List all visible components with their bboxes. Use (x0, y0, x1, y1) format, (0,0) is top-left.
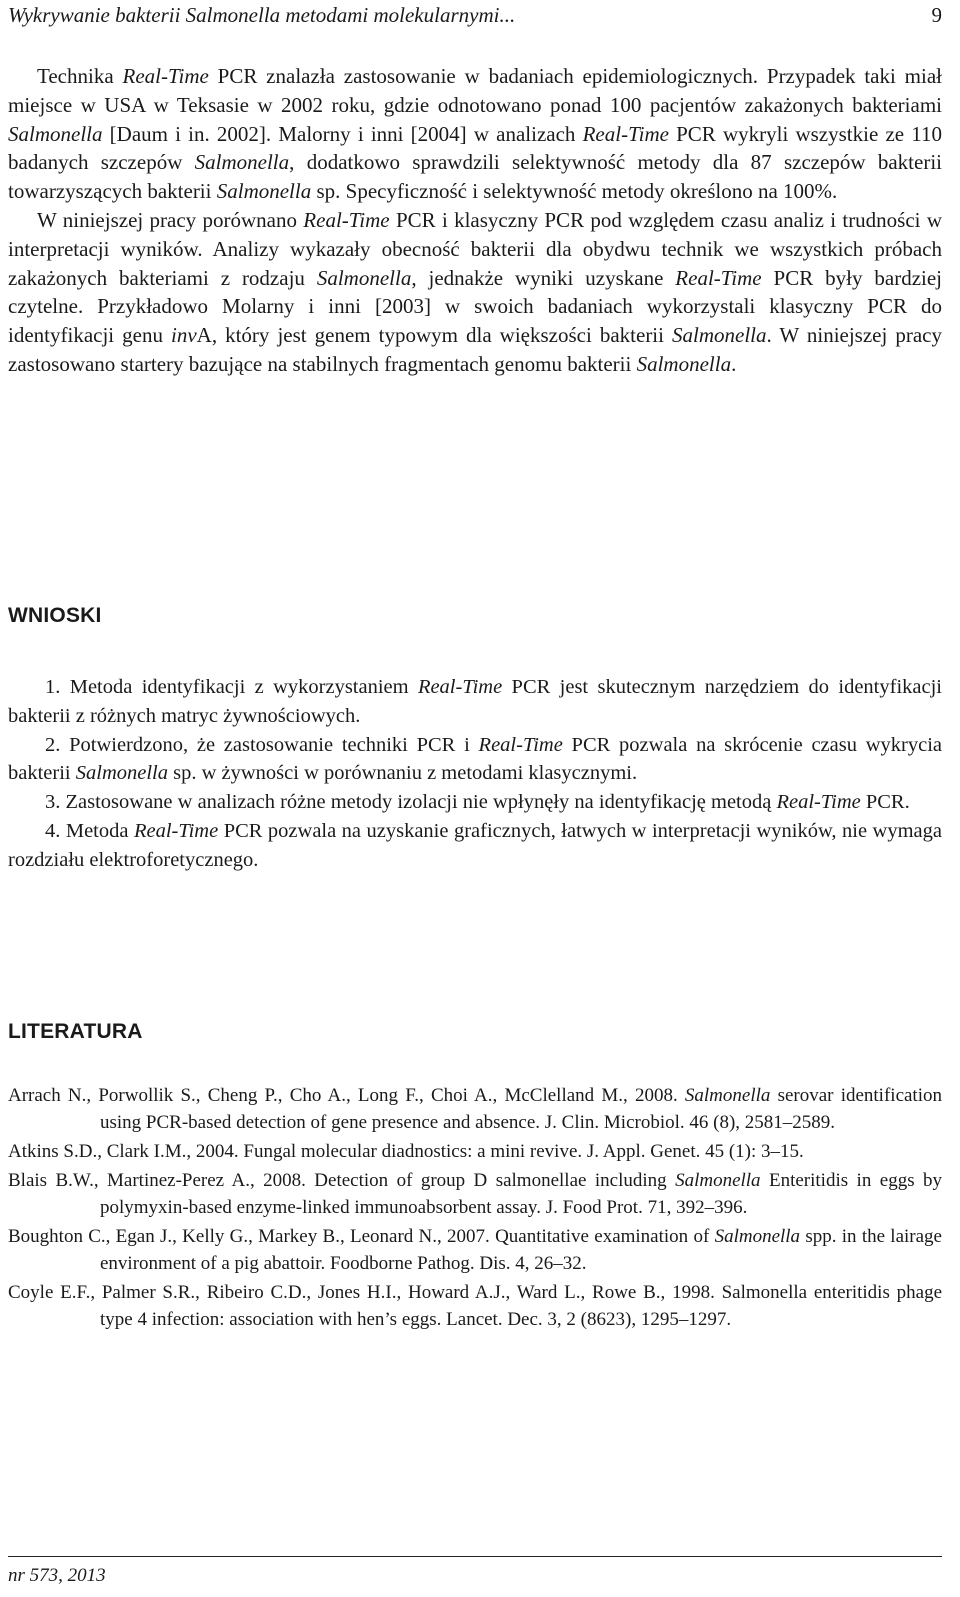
italic-term: Salmonella (8, 121, 103, 146)
text-run: sp. Specyficzność i selektywność metody określono na 100%. (311, 179, 838, 204)
italic-term: Salmonella (636, 351, 732, 376)
text-run: PCR jest skutecznym narzędziem do identyfikacji bakterii z różnych matryc żywnościowych. (8, 676, 942, 727)
text-run: PCR pozwala na skrócenie czasu wykrycia bakterii (8, 733, 943, 785)
text-run: . (731, 351, 737, 376)
references-heading: LITERATURA (8, 1020, 143, 1043)
italic-term: Real-Time (303, 207, 390, 232)
text-run: PCR wykryli wszystkie ze 110 badanych szczepów (8, 121, 942, 175)
italic-term: Salmonella (194, 150, 290, 175)
text-run: 3. Zastosowane w analizach różne metody izolacji nie wpłynęły na identyfikację metodą (45, 791, 777, 814)
text-run: Boughton C., Egan J., Kelly G., Markey B., Leonard N., 2007. Quantitative examination of (8, 1226, 715, 1247)
text-run: 4. Metoda (45, 819, 134, 842)
text-run: Coyle E.F., Palmer S.R., Ribeiro C.D., Jones H.I., Howard A.J., Ward L., Rowe B., 1998. Salmonella enteritidis phage type 4 infection: association with hen’s eggs. Lancet. Dec. 3, 2 (8623), 1295–1297. (8, 1282, 942, 1330)
italic-term: Salmonella (316, 265, 412, 290)
text-run: Technika (37, 64, 123, 88)
text-run: PCR. (860, 791, 910, 814)
body-text (8, 62, 942, 379)
italic-term: Real-Time (122, 64, 209, 88)
text-run: Atkins S.D., Clark I.M., 2004. Fungal molecular diadnostics: a mini revive. J. Appl. Genet. 45 (1): 3–15. (8, 1141, 804, 1162)
references-list (8, 1082, 942, 1335)
reference-item (8, 1138, 942, 1165)
text-run: PCR były bardziej czytelne. Przykładowo Molarny i inni [2003] w swoich badaniach wykorzystali klasyczny PCR do identyfikacji genu (8, 265, 942, 348)
page-number: 9 (931, 3, 942, 27)
paragraph-1 (8, 62, 942, 206)
text-run: Arrach N., Porwollik S., Cheng P., Cho A., Long F., Choi A., McClelland M., 2008. (8, 1085, 685, 1106)
italic-term: Real-Time (133, 819, 219, 842)
text-run: 1. Metoda identyfikacji z wykorzystaniem (45, 676, 418, 698)
running-header (8, 0, 942, 30)
italic-term: Salmonella (75, 762, 168, 785)
italic-term: Real-Time (478, 733, 563, 756)
conclusion-item (8, 731, 942, 789)
reference-item (8, 1167, 942, 1221)
italic-term: Real-Time (417, 676, 503, 698)
italic-term: inv (171, 323, 197, 348)
conclusion-item (8, 817, 942, 875)
italic-term: Real-Time (582, 121, 669, 146)
text-run: , jednakże wyniki uzyskane (411, 265, 676, 290)
text-run: PCR pozwala na uzyskanie graficznych, łatwych w interpretacji wyników, nie wymaga rozdziału elektroforetycznego. (8, 819, 942, 871)
text-run: serovar identification using PCR-based detection of gene presence and absence. J. Clin. Microbiol. 46 (8), 2581–2589. (100, 1085, 942, 1133)
conclusion-item (8, 788, 942, 817)
italic-term: Salmonella (675, 1170, 761, 1191)
text-run: Blais B.W., Martinez-Perez A., 2008. Detection of group D salmonellae including (8, 1170, 676, 1191)
italic-term: Real-Time (675, 265, 762, 290)
footer-issue: nr 573, 2013 (8, 1565, 106, 1586)
text-run: PCR i klasyczny PCR pod względem czasu analiz i trudności w interpretacji wyników. Analizy wykazały obecność bakterii dla obydwu technik we wszystkich próbach zakażonych bakteriami z rodzaju (8, 207, 942, 290)
text-run: A, który jest genem typowym dla większości bakterii (196, 323, 672, 348)
italic-term: Salmonella (714, 1226, 801, 1247)
conclusion-item (8, 673, 942, 731)
text-run: sp. w żywności w porównaniu z metodami klasycznymi. (168, 762, 638, 785)
text-run: spp. in the lairage environment of a pig abattoir. Foodborne Pathog. Dis. 4, 26–32. (100, 1226, 942, 1274)
conclusions-list (8, 673, 942, 875)
text-run: W niniejszej pracy porównano (37, 207, 304, 232)
text-run: , dodatkowo sprawdzili selektywność metody dla 87 szczepów bakterii towarzyszących bakterii (8, 150, 942, 204)
text-run: [Daum i in. 2002]. Malorny i inni [2004] w analizach (102, 121, 583, 146)
italic-term: Salmonella (672, 323, 767, 348)
reference-item (8, 1279, 942, 1333)
reference-item (8, 1223, 942, 1277)
italic-term: Real-Time (776, 791, 861, 814)
text-run: . W niniejszej pracy zastosowano startery bazujące na stabilnych fragmentach genomu bakterii (8, 323, 942, 376)
reference-item (8, 1082, 942, 1136)
conclusions-heading: WNIOSKI (8, 604, 102, 627)
paragraph-2 (8, 206, 942, 379)
text-run: 2. Potwierdzono, że zastosowanie techniki PCR i (45, 733, 479, 756)
italic-term: Salmonella (684, 1085, 771, 1106)
text-run: Enteritidis in eggs by polymyxin-based enzyme-linked immunoabsorbent assay. J. Food Prot. 71, 392–396. (100, 1170, 943, 1218)
footer-divider (8, 1556, 942, 1557)
text-run: PCR znalazła zastosowanie w badaniach epidemiologicznych. Przypadek taki miał miejsce w USA w Teksasie w 2002 roku, gdzie odnotowano ponad 100 pacjentów zakażonych bakteriami (8, 64, 942, 117)
running-title: Wykrywanie bakterii Salmonella metodami molekularnymi... (8, 3, 516, 27)
italic-term: Salmonella (216, 179, 312, 204)
